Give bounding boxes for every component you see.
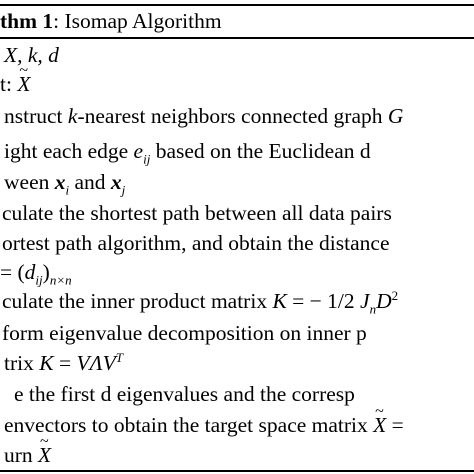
step-4-line: culate the inner product matrix K = − 1/2 $J_nD^2$	[2, 287, 399, 317]
return-line: urn X ~	[4, 442, 51, 468]
step-5-line: form eigenvalue decomposition on inner p	[2, 321, 367, 345]
step-6-line: e the first d eigenvalues and the corresp	[14, 382, 355, 406]
step-6-continued-line: envectors to obtain the target space matrix X ~ =	[4, 412, 404, 438]
step-1-line: nstruct k-nearest neighbors connected graph G	[4, 104, 404, 128]
header-rule	[0, 37, 474, 39]
step-5-continued-line: trix $K = V\Lambda V^T$	[4, 349, 123, 375]
input-line: X, k, d	[4, 43, 59, 67]
bottom-rule	[0, 470, 474, 472]
output-line: t: X ~	[0, 71, 30, 97]
step-3-line: culate the shortest path between all data pairs	[2, 201, 392, 225]
step-2-line: ight each edge $e_{ij}$ based on the Euclidean d	[4, 139, 371, 167]
algorithm-title: thm 1: Isomap Algorithm	[0, 9, 222, 33]
top-rule	[0, 4, 474, 6]
step-2-continued-line: ween $x_i$ and $x_j$	[4, 170, 126, 198]
distance-matrix-line: = $(d_{ij})_{n\times n}$	[0, 260, 72, 288]
step-3-continued-line: ortest path algorithm, and obtain the distance	[2, 231, 390, 255]
